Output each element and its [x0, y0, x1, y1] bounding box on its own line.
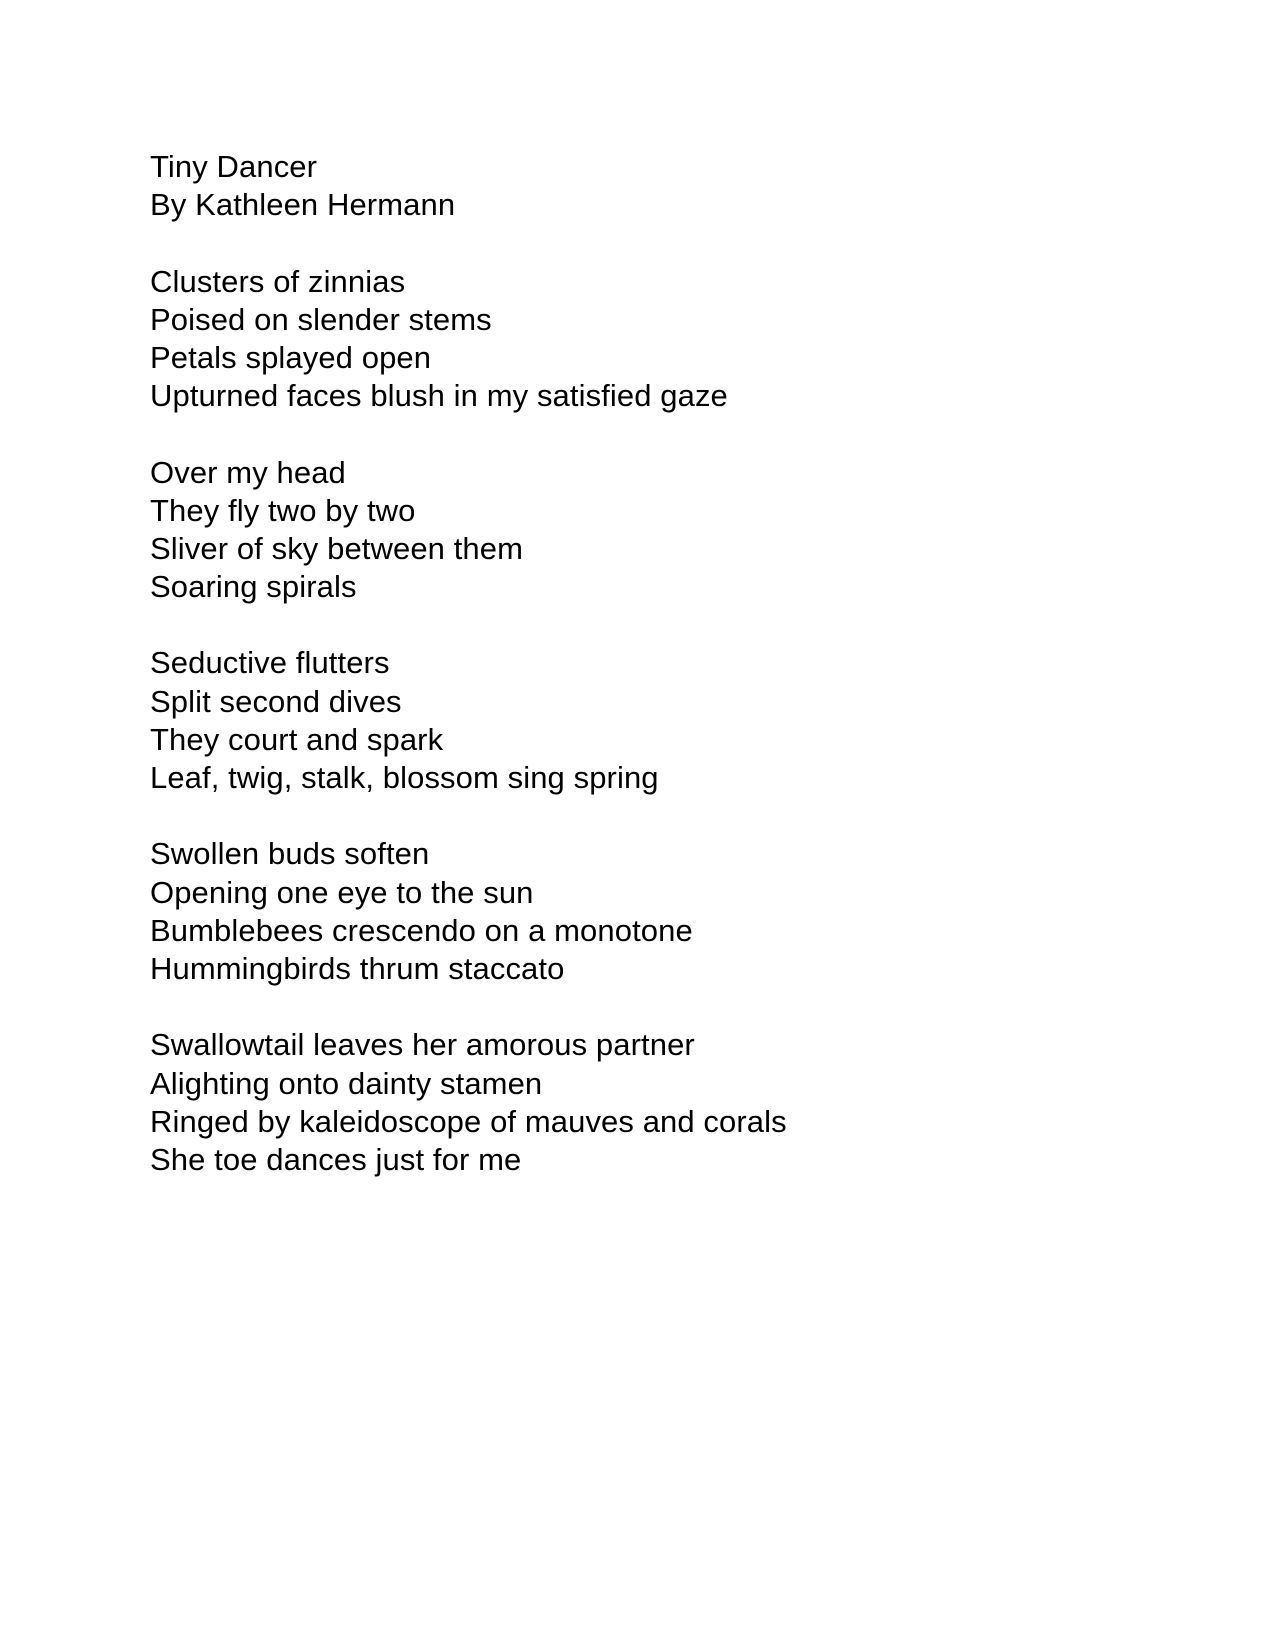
- poem-line: Split second dives: [150, 683, 402, 719]
- poem-line: They fly two by two: [150, 492, 416, 528]
- stanza-5: [150, 1026, 1150, 1179]
- stanza-3: [150, 644, 1150, 797]
- poem-line: Opening one eye to the sun: [150, 874, 534, 910]
- poem-line: Sliver of sky between them: [150, 530, 524, 566]
- poem-title: Tiny Dancer: [150, 149, 318, 184]
- poem-line: Swallowtail leaves her amorous partner: [150, 1027, 695, 1063]
- poem-line: Soaring spirals: [150, 569, 357, 605]
- stanza-2: [150, 454, 1150, 607]
- poem-line: Hummingbirds thrum staccato: [150, 950, 565, 986]
- poem-page: [150, 148, 1150, 1179]
- spacer: [150, 224, 1150, 262]
- poem-line: Bumblebees crescendo on a monotone: [150, 912, 693, 948]
- poem-line: Seductive flutters: [150, 645, 390, 681]
- poem-line: She toe dances just for me: [150, 1141, 522, 1177]
- poem-line: Over my head: [150, 454, 346, 490]
- spacer: [150, 797, 1150, 835]
- poem-line: Petals splayed open: [150, 339, 432, 375]
- poem-line: Leaf, twig, stalk, blossom sing spring: [150, 760, 659, 795]
- poem-line: They court and spark: [150, 721, 444, 757]
- poem-byline: By Kathleen Hermann: [150, 187, 456, 223]
- stanza-1: [150, 263, 1150, 416]
- poem-line: Swollen buds soften: [150, 836, 430, 872]
- stanza-4: [150, 835, 1150, 988]
- poem-line: Clusters of zinnias: [150, 263, 406, 299]
- spacer: [150, 415, 1150, 453]
- spacer: [150, 606, 1150, 644]
- poem-line: Alighting onto dainty stamen: [150, 1065, 543, 1101]
- poem-line: Poised on slender stems: [150, 301, 492, 337]
- spacer: [150, 988, 1150, 1026]
- poem-line: Upturned faces blush in my satisfied gaze: [150, 378, 728, 414]
- poem-line: Ringed by kaleidoscope of mauves and corals: [150, 1103, 787, 1139]
